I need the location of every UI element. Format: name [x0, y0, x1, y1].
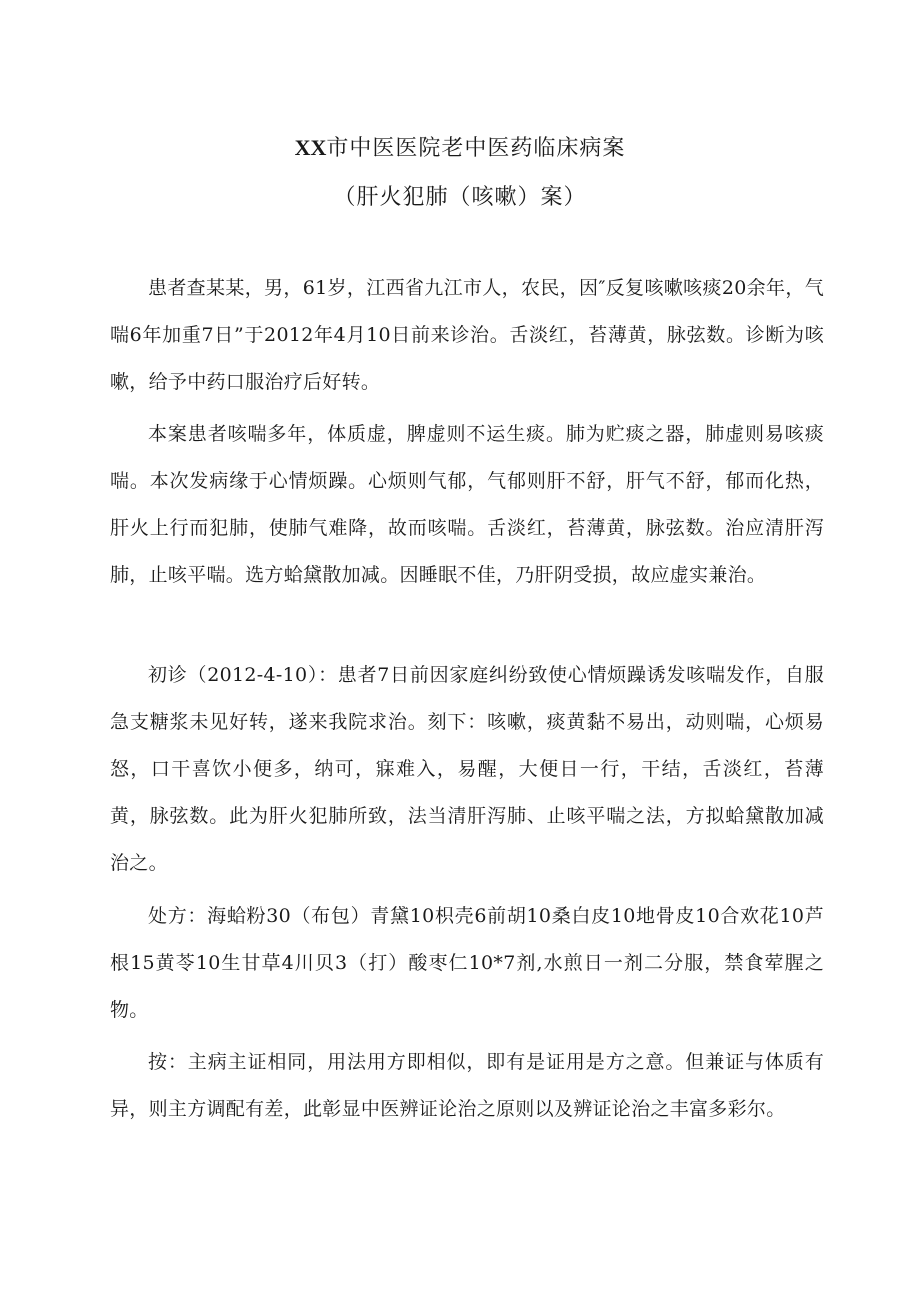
title-main: 市中医医院老中医药临床病案 — [326, 136, 626, 161]
paragraph-prescription: 处方：海蛤粉30（布包）青黛10枳壳6前胡10桑白皮10地骨皮10合欢花10芦根15黄苓10生甘草4川贝3（打）酸枣仁10*7剂,水煎日一剂二分服，禁食荤腥之物。 — [110, 905, 824, 1021]
document-title — [0, 131, 920, 162]
paragraph-first-visit: 初诊（2012-4-10）：患者7日前因家庭纠纷致使心情烦躁诱发咳喘发作，自服急支糖浆未见好转，遂来我院求治。刻下：咳嗽，痰黄黏不易出，动则喘，心烦易怒，口干喜饮小便多，纳可，寐难入，易醒，大便日一行，干结，舌淡红，苔薄黄，脉弦数。此为肝火犯肺所致，法当清肝泻肺、止咳平喘之法，方拟蛤黛散加减治之。 — [110, 664, 824, 874]
paragraph-patient-info: 患者查某某，男，61岁，江西省九江市人，农民，因″反复咳嗽咳痰20余年，气喘6年加重7日”于2012年4月10日前来诊治。舌淡红，苔薄黄，脉弦数。诊断为咳嗽，给予中药口服治疗后好转。 — [110, 277, 824, 393]
title-prefix: XX — [294, 135, 327, 160]
document-subtitle: （肝火犯肺（咳嗽）案） — [333, 185, 587, 210]
paragraph-case-analysis: 本案患者咳喘多年，体质虚，脾虚则不运生痰。肺为贮痰之器，肺虚则易咳痰喘。本次发病缘于心情烦躁。心烦则气郁，气郁则肝不舒，肝气不舒，郁而化热，肝火上行而犯肺，使肺气难降，故而咳喘。舌淡红，苔薄黄，脉弦数。治应清肝泻肺，止咳平喘。选方蛤黛散加减。因睡眠不佳，乃肝阴受损，故应虚实兼治。 — [110, 423, 824, 586]
paragraph-note: 按：主病主证相同，用法用方即相似，即有是证用是方之意。但兼证与体质有异，则主方调配有差，此彰显中医辨证论治之原则以及辨证论治之丰富多彩尔。 — [110, 1051, 824, 1120]
